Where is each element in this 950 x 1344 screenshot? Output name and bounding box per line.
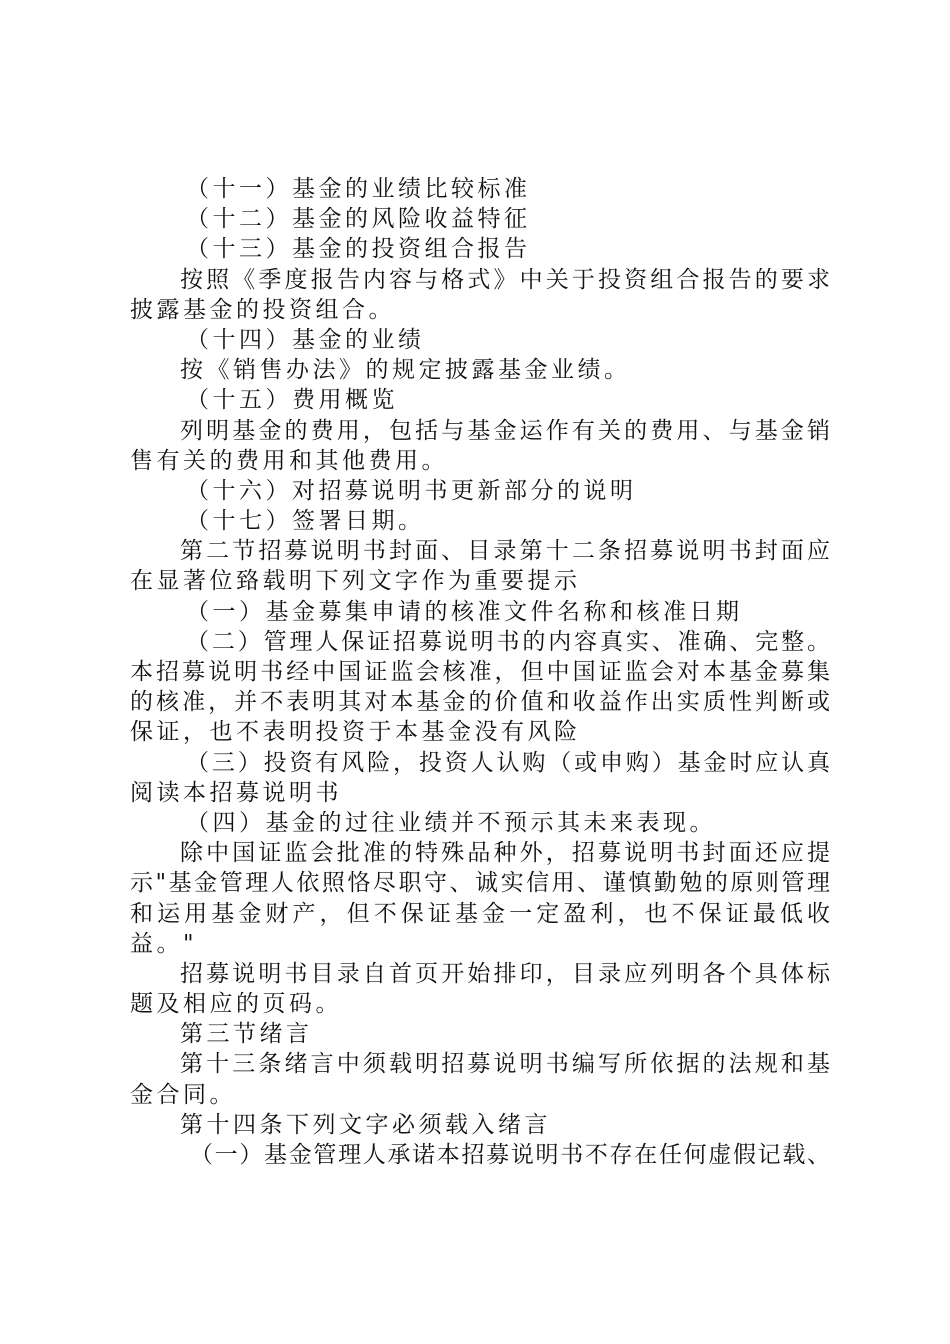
text-line: 售有关的费用和其他费用。: [130, 447, 448, 474]
text-line: 第二节招募说明书封面、目录第十二条招募说明书封面应: [180, 538, 830, 565]
text-line: 第十三条绪言中须载明招募说明书编写所依据的法规和基: [180, 1051, 830, 1078]
text-line: 披露基金的投资组合。: [130, 296, 395, 323]
text-line: 的核准，并不表明其对本基金的价值和收益作出实质性判断或: [130, 689, 830, 716]
text-line: （一）基金管理人承诺本招募说明书不存在任何虚假记载、: [190, 1142, 830, 1168]
text-line: （十七）签署日期。: [186, 508, 425, 535]
text-line: （四）基金的过往业绩并不预示其未来表现。: [186, 809, 716, 836]
text-line: 列明基金的费用，包括与基金运作有关的费用、与基金销: [180, 417, 830, 444]
text-line: 第十四条下列文字必须载入绪言: [180, 1111, 551, 1138]
document-body: [130, 174, 830, 1170]
text-line: （二）管理人保证招募说明书的内容真实、准确、完整。: [186, 628, 830, 655]
text-line: （十五）费用概览: [186, 387, 398, 414]
text-line: 阅读本招募说明书: [130, 779, 342, 806]
text-line: （十三）基金的投资组合报告: [186, 236, 531, 263]
text-line: 和运用基金财产，但不保证基金一定盈利，也不保证最低收: [130, 900, 830, 927]
text-line: 本招募说明书经中国证监会核准，但中国证监会对本基金募集: [130, 659, 830, 685]
text-line: 招募说明书目录自首页开始排印，目录应列明各个具体标: [180, 960, 830, 987]
text-line: 按《销售办法》的规定披露基金业绩。: [180, 357, 631, 384]
text-line: （一）基金募集申请的核准文件名称和核准日期: [186, 598, 743, 625]
text-line: 益。": [130, 930, 198, 957]
text-line: 按照《季度报告内容与格式》中关于投资组合报告的要求: [180, 266, 830, 293]
text-line: 题及相应的页码。: [130, 991, 342, 1018]
text-line: 在显著位臵载明下列文字作为重要提示: [130, 568, 581, 595]
text-line: 示"基金管理人依照恪尽职守、诚实信用、谨慎勤勉的原则管理: [130, 870, 830, 897]
text-line: （十一）基金的业绩比较标准: [186, 176, 531, 202]
text-line: 除中国证监会批准的特殊品种外，招募说明书封面还应提: [180, 840, 830, 867]
text-line: 保证，也不表明投资于本基金没有风险: [130, 719, 581, 746]
text-line: （十四）基金的业绩: [186, 326, 425, 353]
text-line: （十二）基金的风险收益特征: [186, 206, 531, 233]
text-line: （十六）对招募说明书更新部分的说明: [186, 477, 637, 504]
text-line: 第三节绪言: [180, 1021, 313, 1048]
text-line: 金合同。: [130, 1081, 236, 1108]
text-line: （三）投资有风险，投资人认购（或申购）基金时应认真: [186, 749, 830, 776]
